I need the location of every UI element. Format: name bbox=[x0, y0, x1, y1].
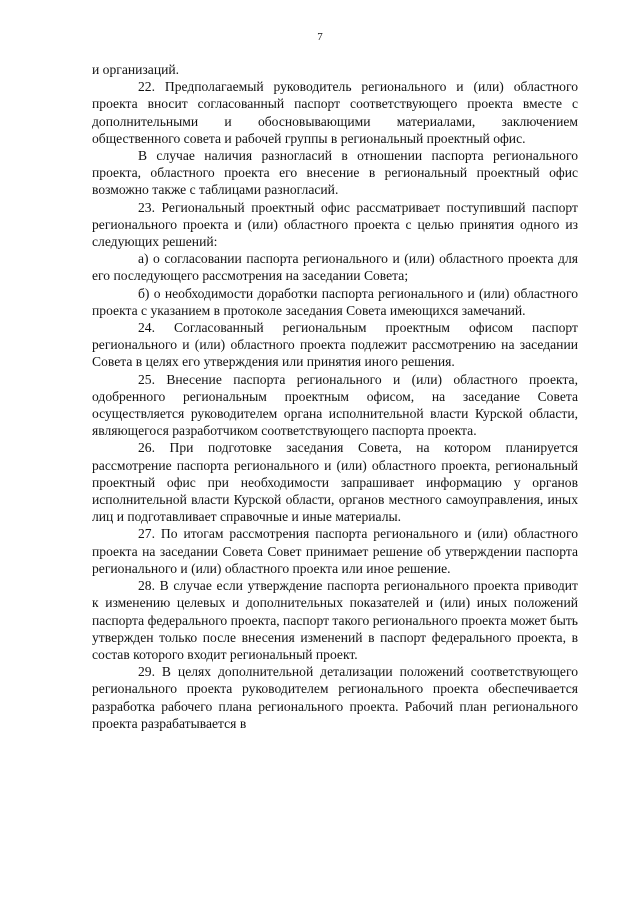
paragraph-23-b: б) о необходимости доработки паспорта регионального и (или) областного проекта с указанием в протоколе заседания Совета имеющихся замечаний. bbox=[92, 285, 578, 318]
page-number: 7 bbox=[317, 31, 323, 43]
paragraph-23-a: а) о согласовании паспорта регионального и (или) областного проекта для его последующего рассмотрения на заседании Совета; bbox=[92, 251, 578, 284]
paragraph-26: 26. При подготовке заседания Совета, на котором планируется рассмотрение паспорта регионального и (или) областного проекта, региональный проектный офис при необходимости запрашивает информацию у органов исполнительной власти Курской области, органов местного самоуправления, иных лиц и подготавливает справочные и иные материалы. bbox=[92, 440, 578, 525]
paragraph-23: 23. Региональный проектный офис рассматривает поступивший паспорт регионального проекта и (или) областного проекта с целью принятия одного из следующих решений: bbox=[92, 199, 578, 250]
paragraph-22: 22. Предполагаемый руководитель регионального и (или) областного проекта вносит согласованный паспорт соответствующего проекта вместе с дополнительными и обосновывающими материалами, заключением общественного совета и рабочей группы в региональный проектный офис. bbox=[92, 79, 578, 146]
document-body bbox=[92, 61, 578, 732]
paragraph-24: 24. Согласованный региональным проектным офисом паспорт регионального и (или) областного проекта подлежит рассмотрению на заседании Совета в целях его утверждения или принятия иного решения. bbox=[92, 320, 578, 370]
paragraph-25: 25. Внесение паспорта регионального и (или) областного проекта, одобренного региональным проектным офисом, на заседание Совета осуществляется руководителем органа исполнительной власти Курской области, являющегося разработчиком соответствующего паспорта проекта. bbox=[92, 371, 578, 439]
paragraph-28: 28. В случае если утверждение паспорта регионального проекта приводит к изменению целевых и дополнительных показателей и (или) иных положений паспорта федерального проекта, паспорт такого регионального проекта может быть утвержден только после внесения изменений в паспорт федерального проекта, в состав которого входит региональный проект. bbox=[92, 578, 578, 662]
paragraph-22-disagreements: В случае наличия разногласий в отношении паспорта регионального проекта, областного проекта его внесение в региональный проектный офис возможно также с таблицами разногласий. bbox=[92, 148, 578, 198]
paragraph-29: 29. В целях дополнительной детализации положений соответствующего регионального проекта руководителем регионального проекта обеспечивается разработка рабочего плана регионального проекта. Рабочий план регионального проекта разрабатывается в bbox=[92, 664, 578, 731]
paragraph-continuation: и организаций. bbox=[92, 62, 180, 77]
paragraph-27: 27. По итогам рассмотрения паспорта регионального и (или) областного проекта на заседании Совета Совет принимает решение об утверждении паспорта регионального и (или) областного проекта или иное решение. bbox=[92, 526, 578, 576]
